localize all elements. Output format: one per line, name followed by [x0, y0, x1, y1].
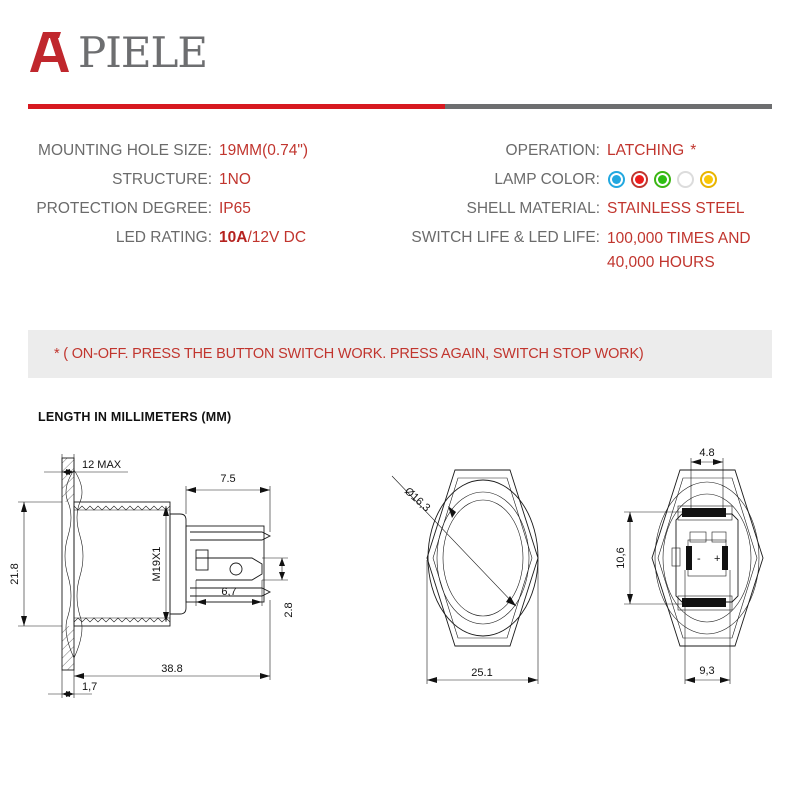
dim-label-m19x1: M19X1 — [151, 546, 163, 582]
spec-label: OPERATION: — [505, 142, 600, 159]
dim-label-4-8: 4.8 — [699, 447, 715, 459]
spec-row-structure — [0, 169, 372, 191]
dim-label-21-8: 21.8 — [9, 563, 21, 585]
dim-label-12max: 12 MAX — [82, 459, 122, 471]
dim-label-10-6: 10,6 — [615, 547, 627, 569]
side-view-body — [65, 470, 264, 658]
spec-row-lamp-color — [372, 169, 800, 191]
drawing-front-view — [392, 470, 538, 684]
lamp-swatch-red — [631, 171, 648, 188]
spec-value — [219, 227, 306, 248]
dim-label-1-7: 1,7 — [82, 681, 98, 693]
lamp-swatch-blue — [608, 171, 625, 188]
spec-row-led-rating — [0, 227, 372, 249]
footnote-band — [28, 330, 772, 378]
switch-life-line1: 100,000 TIMES AND — [607, 230, 751, 247]
dim-2-8 — [262, 558, 288, 580]
spec-value: STAINLESS STEEL — [607, 200, 745, 217]
spec-value: 1NO — [219, 171, 251, 188]
drawing-rear-view — [615, 447, 763, 684]
header-divider — [28, 104, 772, 109]
dim-label-6-7: 6,7 — [221, 586, 237, 598]
spec-label: SWITCH LIFE & LED LIFE: — [411, 229, 600, 246]
side-view-flange — [62, 458, 74, 670]
dim-label-25-1: 25.1 — [471, 667, 493, 679]
terminal-polarity-minus: - — [697, 553, 701, 565]
spec-value-current: 10A — [219, 229, 248, 246]
dim-label-2-8: 2.8 — [283, 602, 295, 618]
spec-column-left — [0, 140, 372, 282]
drawing-units-title: LENGTH IN MILLIMETERS (MM) — [38, 410, 232, 424]
dim-25-1 — [427, 560, 538, 684]
brand-logo — [28, 24, 207, 80]
brand-name: PIELE — [78, 28, 208, 77]
lamp-swatch-white — [677, 171, 694, 188]
dim-label-38-8: 38.8 — [161, 663, 183, 675]
dim-label-9-3: 9,3 — [699, 665, 715, 677]
lamp-core — [635, 175, 644, 184]
spec-value: IP65 — [219, 200, 251, 217]
spec-label: SHELL MATERIAL: — [466, 200, 600, 217]
dim-7-5 — [186, 486, 270, 532]
spec-label: LAMP COLOR: — [494, 171, 600, 188]
spec-label: LED RATING: — [115, 229, 212, 246]
spec-column-right — [372, 140, 800, 282]
lamp-core — [681, 175, 690, 184]
footnote-text: * ( ON-OFF. PRESS THE BUTTON SWITCH WORK. PRESS AGAIN, SWITCH STOP WORK) — [54, 346, 644, 362]
spec-value — [607, 140, 696, 161]
spec-value-voltage: /12V DC — [247, 229, 307, 246]
spec-value — [607, 227, 751, 275]
lamp-core — [658, 175, 667, 184]
footnote-asterisk: * — [690, 142, 697, 159]
spec-row-switch-life — [372, 227, 800, 275]
divider-red-segment — [28, 104, 445, 109]
spec-row-protection-degree — [0, 198, 372, 220]
dim-label-diameter-16-3: Ø16,3 — [401, 485, 433, 515]
lamp-color-swatches — [608, 169, 717, 190]
dim-21-8 — [18, 502, 62, 626]
dim-m19x1 — [163, 506, 169, 622]
spec-label: PROTECTION DEGREE: — [36, 200, 212, 217]
technical-drawings — [0, 440, 800, 710]
dim-4-8 — [691, 458, 723, 510]
dim-10-6 — [624, 512, 682, 604]
dim-label-7-5: 7.5 — [220, 473, 236, 485]
spec-label: MOUNTING HOLE SIZE: — [38, 142, 212, 159]
divider-gray-segment — [445, 104, 772, 109]
lamp-core — [704, 175, 713, 184]
apiele-a-monogram-icon — [28, 28, 76, 76]
switch-life-line2: 40,000 HOURS — [607, 254, 715, 271]
operation-value: LATCHING — [607, 142, 685, 159]
spec-label: STRUCTURE: — [112, 171, 212, 188]
spec-row-shell-material — [372, 198, 800, 220]
lamp-swatch-yellow — [700, 171, 717, 188]
spec-row-mounting-hole-size — [0, 140, 372, 162]
specifications-table — [0, 140, 800, 282]
lamp-core — [612, 175, 621, 184]
rear-view-terminal-block — [672, 506, 738, 610]
terminal-polarity-plus: + — [714, 553, 721, 565]
lamp-swatch-green — [654, 171, 671, 188]
spec-row-operation — [372, 140, 800, 162]
drawing-side-view — [9, 454, 295, 698]
spec-value: 19MM(0.74") — [219, 142, 309, 159]
